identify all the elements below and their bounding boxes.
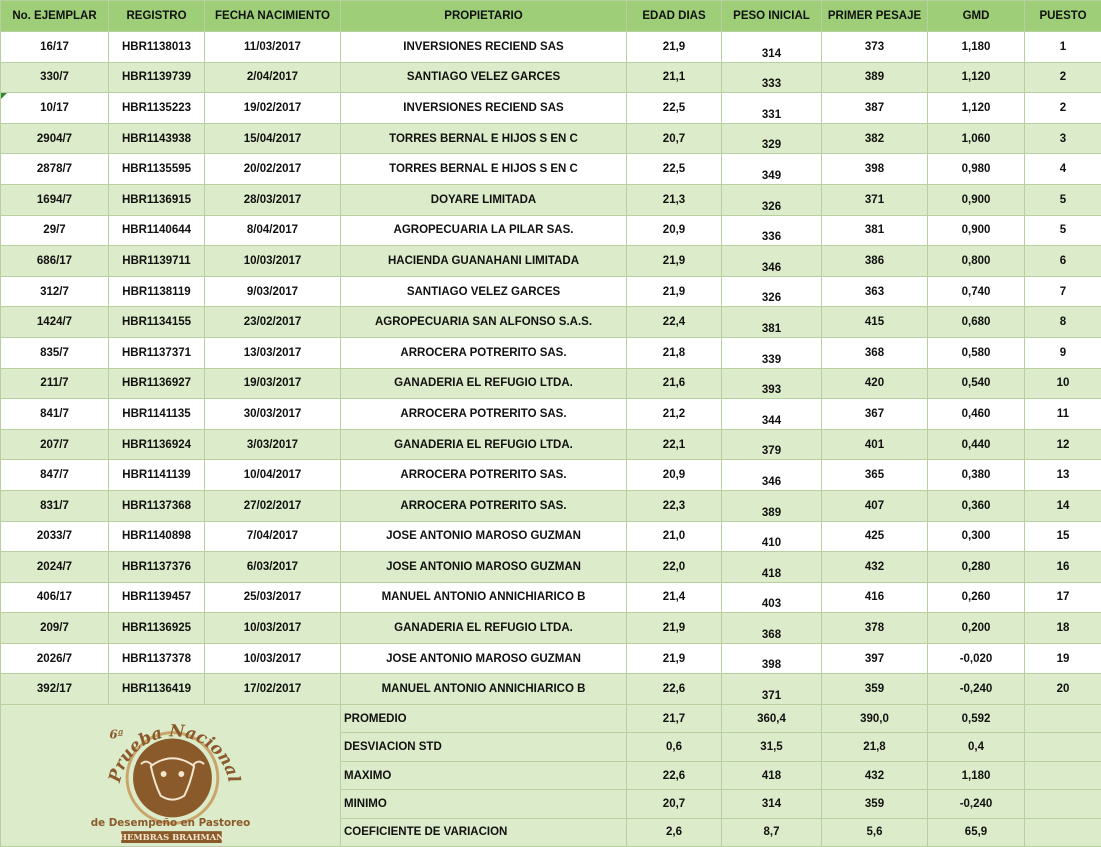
cell-registro: HBR1136915 — [109, 184, 205, 215]
cell-fecha: 6/03/2017 — [205, 552, 341, 583]
cell-pesaje: 432 — [822, 552, 928, 583]
cell-pesaje: 363 — [822, 276, 928, 307]
stat-empty — [1025, 761, 1101, 789]
cell-registro: HBR1137368 — [109, 490, 205, 521]
cell-edad: 21,0 — [627, 521, 722, 552]
logo-cell — [1, 705, 341, 847]
cell-pesaje: 420 — [822, 368, 928, 399]
cell-gmd: 0,680 — [928, 307, 1025, 338]
cell-pesaje: 386 — [822, 246, 928, 277]
cell-registro: HBR1136925 — [109, 613, 205, 644]
cell-gmd: -0,240 — [928, 674, 1025, 705]
cell-gmd: 1,180 — [928, 32, 1025, 63]
cell-fecha: 10/04/2017 — [205, 460, 341, 491]
cell-ejemplar: 1694/7 — [1, 184, 109, 215]
cell-ejemplar: 847/7 — [1, 460, 109, 491]
cell-peso: 346 — [722, 246, 822, 277]
cell-pesaje: 365 — [822, 460, 928, 491]
cell-fecha: 27/02/2017 — [205, 490, 341, 521]
cell-peso: 349 — [722, 154, 822, 185]
cell-fecha: 9/03/2017 — [205, 276, 341, 307]
cell-registro: HBR1135595 — [109, 154, 205, 185]
cell-edad: 21,9 — [627, 613, 722, 644]
table-row — [1, 62, 1101, 93]
cell-gmd: 1,120 — [928, 93, 1025, 124]
table-body — [1, 32, 1101, 705]
cell-edad: 22,3 — [627, 490, 722, 521]
cell-pesaje: 367 — [822, 399, 928, 430]
cell-peso: 379 — [722, 429, 822, 460]
cell-propietario: ARROCERA POTRERITO SAS. — [341, 490, 627, 521]
cell-pesaje: 397 — [822, 643, 928, 674]
cell-gmd: 0,800 — [928, 246, 1025, 277]
cell-registro: HBR1136419 — [109, 674, 205, 705]
cell-puesto: 6 — [1025, 246, 1101, 277]
cell-puesto: 17 — [1025, 582, 1101, 613]
cell-puesto: 8 — [1025, 307, 1101, 338]
cell-registro: HBR1141139 — [109, 460, 205, 491]
cell-propietario: AGROPECUARIA LA PILAR SAS. — [341, 215, 627, 246]
cell-puesto: 19 — [1025, 643, 1101, 674]
cell-puesto: 12 — [1025, 429, 1101, 460]
cell-peso: 393 — [722, 368, 822, 399]
cell-peso: 418 — [722, 552, 822, 583]
cell-edad: 20,7 — [627, 123, 722, 154]
cell-pesaje: 368 — [822, 337, 928, 368]
cell-registro: HBR1135223 — [109, 93, 205, 124]
table-row — [1, 123, 1101, 154]
cell-propietario: GANADERIA EL REFUGIO LTDA. — [341, 368, 627, 399]
col-propietario: PROPIETARIO — [341, 1, 627, 32]
stat-pesaje: 390,0 — [822, 705, 928, 733]
cell-gmd: 0,200 — [928, 613, 1025, 644]
cell-registro: HBR1137371 — [109, 337, 205, 368]
cell-gmd: 0,540 — [928, 368, 1025, 399]
cell-registro: HBR1137376 — [109, 552, 205, 583]
cell-pesaje: 381 — [822, 215, 928, 246]
cell-puesto: 9 — [1025, 337, 1101, 368]
cell-registro: HBR1139739 — [109, 62, 205, 93]
cell-puesto: 7 — [1025, 276, 1101, 307]
cell-puesto: 4 — [1025, 154, 1101, 185]
cell-ejemplar: 1424/7 — [1, 307, 109, 338]
cell-pesaje: 359 — [822, 674, 928, 705]
cell-fecha: 7/04/2017 — [205, 521, 341, 552]
cell-registro: HBR1138013 — [109, 32, 205, 63]
cell-registro: HBR1138119 — [109, 276, 205, 307]
cell-peso: 346 — [722, 460, 822, 491]
cell-peso: 368 — [722, 613, 822, 644]
cell-registro: HBR1140898 — [109, 521, 205, 552]
cell-pesaje: 398 — [822, 154, 928, 185]
cell-ejemplar: 10/17 — [1, 93, 109, 124]
stat-gmd: -0,240 — [928, 790, 1025, 818]
cell-edad: 22,5 — [627, 93, 722, 124]
cell-peso: 410 — [722, 521, 822, 552]
cell-gmd: 0,440 — [928, 429, 1025, 460]
cell-puesto: 18 — [1025, 613, 1101, 644]
cell-propietario: ARROCERA POTRERITO SAS. — [341, 337, 627, 368]
logo-prefix: 6ª — [109, 728, 123, 742]
cell-gmd: 0,580 — [928, 337, 1025, 368]
table-row — [1, 613, 1101, 644]
table-row — [1, 429, 1101, 460]
cell-edad: 20,9 — [627, 215, 722, 246]
cell-edad: 22,4 — [627, 307, 722, 338]
cell-edad: 22,1 — [627, 429, 722, 460]
col-ejemplar: No. EJEMPLAR — [1, 1, 109, 32]
col-registro: REGISTRO — [109, 1, 205, 32]
cell-pesaje: 415 — [822, 307, 928, 338]
cell-ejemplar: 207/7 — [1, 429, 109, 460]
cell-ejemplar: 2026/7 — [1, 643, 109, 674]
cell-peso: 314 — [722, 32, 822, 63]
table-row — [1, 32, 1101, 63]
table-row — [1, 460, 1101, 491]
logo-band-text: HEMBRAS BRAHMAN — [119, 832, 224, 842]
table-row — [1, 337, 1101, 368]
col-peso-inicial: PESO INICIAL — [722, 1, 822, 32]
cell-peso: 389 — [722, 490, 822, 521]
cell-gmd: 0,260 — [928, 582, 1025, 613]
cell-propietario: SANTIAGO VELEZ GARCES — [341, 276, 627, 307]
cell-propietario: GANADERIA EL REFUGIO LTDA. — [341, 429, 627, 460]
cell-propietario: MANUEL ANTONIO ANNICHIARICO B — [341, 674, 627, 705]
logo-arc-text: Prueba Nacional — [104, 720, 245, 785]
table-row — [1, 399, 1101, 430]
cell-edad: 21,2 — [627, 399, 722, 430]
cell-peso: 336 — [722, 215, 822, 246]
cell-propietario: GANADERIA EL REFUGIO LTDA. — [341, 613, 627, 644]
cell-peso: 344 — [722, 399, 822, 430]
stat-pesaje: 432 — [822, 761, 928, 789]
logo-bottom-text: de Desempeño en Pastoreo — [91, 817, 251, 829]
table-row — [1, 643, 1101, 674]
cell-gmd: 0,460 — [928, 399, 1025, 430]
table-row — [1, 582, 1101, 613]
cell-fecha: 19/03/2017 — [205, 368, 341, 399]
cell-registro: HBR1141135 — [109, 399, 205, 430]
cell-pesaje: 371 — [822, 184, 928, 215]
cell-gmd: 0,380 — [928, 460, 1025, 491]
cell-edad: 21,8 — [627, 337, 722, 368]
cell-fecha: 15/04/2017 — [205, 123, 341, 154]
cell-edad: 22,6 — [627, 674, 722, 705]
stat-label: MAXIMO — [341, 761, 627, 789]
cell-ejemplar: 2878/7 — [1, 154, 109, 185]
cell-puesto: 11 — [1025, 399, 1101, 430]
cell-ejemplar: 209/7 — [1, 613, 109, 644]
cell-registro: HBR1143938 — [109, 123, 205, 154]
cell-fecha: 25/03/2017 — [205, 582, 341, 613]
cell-ejemplar: 406/17 — [1, 582, 109, 613]
cell-puesto: 2 — [1025, 62, 1101, 93]
cell-ejemplar: 686/17 — [1, 246, 109, 277]
cell-gmd: 0,300 — [928, 521, 1025, 552]
table-row — [1, 521, 1101, 552]
cell-ejemplar: 16/17 — [1, 32, 109, 63]
table-row — [1, 368, 1101, 399]
stat-empty — [1025, 790, 1101, 818]
stat-gmd: 1,180 — [928, 761, 1025, 789]
cell-fecha: 10/03/2017 — [205, 613, 341, 644]
cell-gmd: -0,020 — [928, 643, 1025, 674]
cell-fecha: 28/03/2017 — [205, 184, 341, 215]
cell-gmd: 1,060 — [928, 123, 1025, 154]
cell-peso: 403 — [722, 582, 822, 613]
cell-puesto: 3 — [1025, 123, 1101, 154]
cell-peso: 326 — [722, 276, 822, 307]
stat-label: COEFICIENTE DE VARIACION — [341, 818, 627, 846]
col-puesto: PUESTO — [1025, 1, 1101, 32]
cell-registro: HBR1136924 — [109, 429, 205, 460]
cell-registro: HBR1137378 — [109, 643, 205, 674]
cell-edad: 21,9 — [627, 643, 722, 674]
cell-ejemplar: 392/17 — [1, 674, 109, 705]
cell-edad: 21,3 — [627, 184, 722, 215]
table-row — [1, 184, 1101, 215]
cell-pesaje: 425 — [822, 521, 928, 552]
cell-edad: 21,9 — [627, 246, 722, 277]
cell-fecha: 17/02/2017 — [205, 674, 341, 705]
cell-propietario: AGROPECUARIA SAN ALFONSO S.A.S. — [341, 307, 627, 338]
cell-ejemplar: 29/7 — [1, 215, 109, 246]
stat-label: PROMEDIO — [341, 705, 627, 733]
cell-peso: 326 — [722, 184, 822, 215]
cell-edad: 21,4 — [627, 582, 722, 613]
cell-peso: 339 — [722, 337, 822, 368]
cell-registro: HBR1136927 — [109, 368, 205, 399]
cell-propietario: DOYARE LIMITADA — [341, 184, 627, 215]
cell-fecha: 30/03/2017 — [205, 399, 341, 430]
cell-puesto: 5 — [1025, 184, 1101, 215]
cell-edad: 22,0 — [627, 552, 722, 583]
table-row — [1, 246, 1101, 277]
table-row — [1, 215, 1101, 246]
stat-empty — [1025, 818, 1101, 846]
cell-peso: 333 — [722, 62, 822, 93]
cell-fecha: 23/02/2017 — [205, 307, 341, 338]
table-row — [1, 307, 1101, 338]
cell-fecha: 10/03/2017 — [205, 643, 341, 674]
cell-gmd: 0,900 — [928, 184, 1025, 215]
cell-edad: 21,1 — [627, 62, 722, 93]
cell-registro: HBR1140644 — [109, 215, 205, 246]
cell-fecha: 2/04/2017 — [205, 62, 341, 93]
table-row — [1, 154, 1101, 185]
cell-pesaje: 382 — [822, 123, 928, 154]
col-edad: EDAD DIAS — [627, 1, 722, 32]
stat-empty — [1025, 733, 1101, 761]
cell-puesto: 2 — [1025, 93, 1101, 124]
cell-registro: HBR1134155 — [109, 307, 205, 338]
stat-pesaje: 21,8 — [822, 733, 928, 761]
table-row — [1, 490, 1101, 521]
cell-edad: 21,9 — [627, 276, 722, 307]
cell-pesaje: 387 — [822, 93, 928, 124]
stat-peso: 360,4 — [722, 705, 822, 733]
cell-puesto: 20 — [1025, 674, 1101, 705]
cell-ejemplar: 2904/7 — [1, 123, 109, 154]
cell-fecha: 13/03/2017 — [205, 337, 341, 368]
cell-peso: 398 — [722, 643, 822, 674]
cell-puesto: 15 — [1025, 521, 1101, 552]
cell-puesto: 13 — [1025, 460, 1101, 491]
cell-pesaje: 416 — [822, 582, 928, 613]
cell-gmd: 0,900 — [928, 215, 1025, 246]
cell-puesto: 16 — [1025, 552, 1101, 583]
cell-propietario: INVERSIONES RECIEND SAS — [341, 93, 627, 124]
stat-peso: 314 — [722, 790, 822, 818]
cell-ejemplar: 2024/7 — [1, 552, 109, 583]
cell-fecha: 3/03/2017 — [205, 429, 341, 460]
prueba-nacional-logo — [1, 705, 340, 846]
cell-ejemplar: 831/7 — [1, 490, 109, 521]
cell-fecha: 10/03/2017 — [205, 246, 341, 277]
cell-puesto: 14 — [1025, 490, 1101, 521]
cell-pesaje: 401 — [822, 429, 928, 460]
cell-propietario: INVERSIONES RECIEND SAS — [341, 32, 627, 63]
cell-ejemplar: 841/7 — [1, 399, 109, 430]
cell-propietario: SANTIAGO VELEZ GARCES — [341, 62, 627, 93]
cell-gmd: 0,740 — [928, 276, 1025, 307]
cell-propietario: ARROCERA POTRERITO SAS. — [341, 460, 627, 491]
cell-puesto: 1 — [1025, 32, 1101, 63]
stat-edad: 0,6 — [627, 733, 722, 761]
cell-gmd: 0,980 — [928, 154, 1025, 185]
stat-pesaje: 5,6 — [822, 818, 928, 846]
cell-ejemplar: 211/7 — [1, 368, 109, 399]
cell-edad: 22,5 — [627, 154, 722, 185]
stat-peso: 31,5 — [722, 733, 822, 761]
cell-propietario: ARROCERA POTRERITO SAS. — [341, 399, 627, 430]
cell-fecha: 11/03/2017 — [205, 32, 341, 63]
table-row — [1, 674, 1101, 705]
cell-pesaje: 373 — [822, 32, 928, 63]
stat-label: DESVIACION STD — [341, 733, 627, 761]
cell-ejemplar: 2033/7 — [1, 521, 109, 552]
cell-peso: 371 — [722, 674, 822, 705]
cell-gmd: 0,360 — [928, 490, 1025, 521]
col-fecha: FECHA NACIMIENTO — [205, 1, 341, 32]
header-row — [1, 1, 1101, 32]
cell-propietario: JOSE ANTONIO MAROSO GUZMAN — [341, 521, 627, 552]
cell-gmd: 0,280 — [928, 552, 1025, 583]
col-gmd: GMD — [928, 1, 1025, 32]
cell-fecha: 8/04/2017 — [205, 215, 341, 246]
cell-ejemplar: 835/7 — [1, 337, 109, 368]
cell-pesaje: 378 — [822, 613, 928, 644]
cell-edad: 20,9 — [627, 460, 722, 491]
cell-propietario: MANUEL ANTONIO ANNICHIARICO B — [341, 582, 627, 613]
stat-peso: 418 — [722, 761, 822, 789]
cell-propietario: TORRES BERNAL E HIJOS S EN C — [341, 123, 627, 154]
stat-edad: 2,6 — [627, 818, 722, 846]
cell-pesaje: 389 — [822, 62, 928, 93]
table-row — [1, 93, 1101, 124]
cell-registro: HBR1139711 — [109, 246, 205, 277]
stat-gmd: 0,592 — [928, 705, 1025, 733]
cell-edad: 21,6 — [627, 368, 722, 399]
table-row — [1, 552, 1101, 583]
stat-edad: 21,7 — [627, 705, 722, 733]
stat-gmd: 0,4 — [928, 733, 1025, 761]
cell-pesaje: 407 — [822, 490, 928, 521]
cell-gmd: 1,120 — [928, 62, 1025, 93]
stat-edad: 20,7 — [627, 790, 722, 818]
stat-empty — [1025, 705, 1101, 733]
stat-gmd: 65,9 — [928, 818, 1025, 846]
cell-ejemplar: 330/7 — [1, 62, 109, 93]
stat-peso: 8,7 — [722, 818, 822, 846]
cell-propietario: TORRES BERNAL E HIJOS S EN C — [341, 154, 627, 185]
cell-ejemplar: 312/7 — [1, 276, 109, 307]
stat-row — [1, 705, 1101, 733]
cell-registro: HBR1139457 — [109, 582, 205, 613]
cell-propietario: HACIENDA GUANAHANI LIMITADA — [341, 246, 627, 277]
cell-puesto: 10 — [1025, 368, 1101, 399]
cell-peso: 381 — [722, 307, 822, 338]
cell-fecha: 20/02/2017 — [205, 154, 341, 185]
table-row — [1, 276, 1101, 307]
cell-edad: 21,9 — [627, 32, 722, 63]
cell-puesto: 5 — [1025, 215, 1101, 246]
cell-peso: 329 — [722, 123, 822, 154]
cell-fecha: 19/02/2017 — [205, 93, 341, 124]
cell-propietario: JOSE ANTONIO MAROSO GUZMAN — [341, 643, 627, 674]
stat-label: MINIMO — [341, 790, 627, 818]
cell-propietario: JOSE ANTONIO MAROSO GUZMAN — [341, 552, 627, 583]
stat-pesaje: 359 — [822, 790, 928, 818]
cell-peso: 331 — [722, 93, 822, 124]
stat-edad: 22,6 — [627, 761, 722, 789]
stats-body — [1, 705, 1101, 847]
col-primer-pesaje: PRIMER PESAJE — [822, 1, 928, 32]
